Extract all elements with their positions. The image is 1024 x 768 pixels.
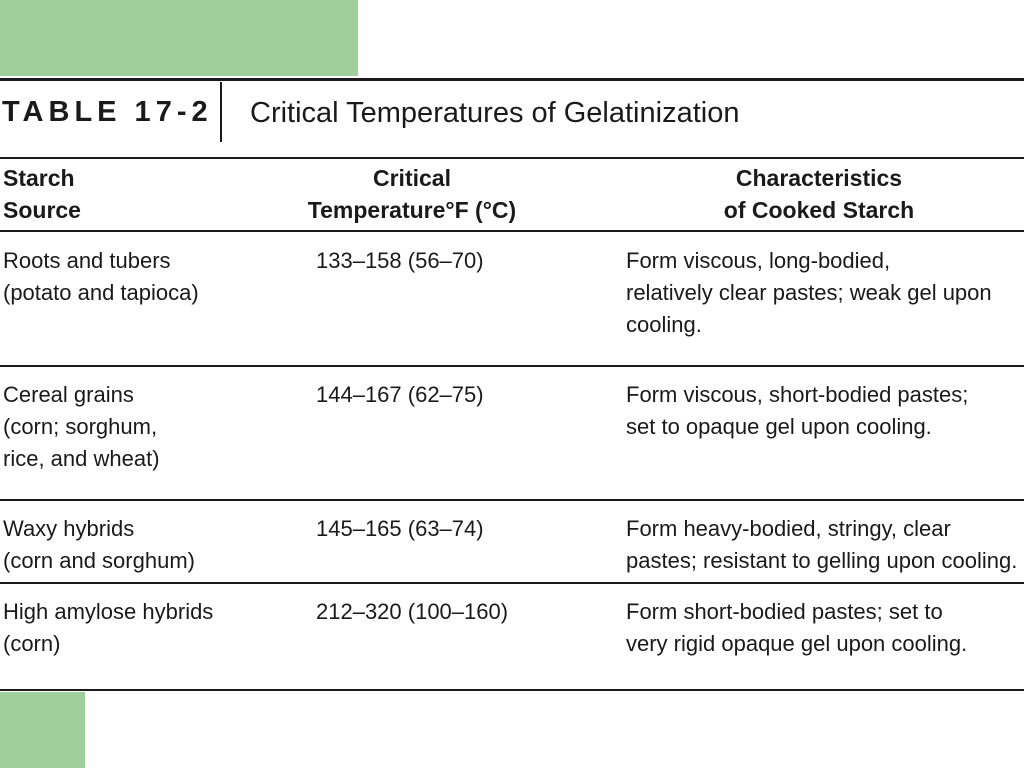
cell-line: pastes; resistant to gelling upon cooling. <box>626 548 1018 573</box>
column-header-line: Characteristics <box>735 165 903 191</box>
row-divider <box>0 499 1024 501</box>
cell-line: Form heavy-bodied, stringy, clear <box>626 516 951 541</box>
cell-line: rice, and wheat) <box>3 446 160 471</box>
table-row-temperature: 145–165 (63–74) <box>316 516 484 541</box>
table-row-temperature: 212–320 (100–160) <box>316 599 509 624</box>
cell-line: High amylose hybrids <box>3 599 214 624</box>
accent-block-top <box>0 0 358 76</box>
row-divider <box>0 365 1024 367</box>
table-row-source <box>3 379 160 475</box>
table-row-temperature: 133–158 (56–70) <box>316 248 484 273</box>
cell-line: Cereal grains <box>3 382 134 407</box>
title-divider <box>220 82 222 142</box>
column-header-line: Starch <box>3 165 75 191</box>
cell-line: Waxy hybrids <box>3 516 135 541</box>
header-bottom-rule <box>0 230 1024 232</box>
cell-line: Form viscous, long-bodied, <box>626 248 891 273</box>
column-header-line: of Cooked Starch <box>723 197 915 223</box>
accent-block-bottom <box>0 692 85 768</box>
table-row-source <box>3 596 213 660</box>
column-header-characteristics <box>714 162 924 226</box>
table-row-characteristics <box>626 245 992 341</box>
cell-line: (potato and tapioca) <box>3 280 199 305</box>
cell-line: Roots and tubers <box>3 248 171 273</box>
bottom-rule <box>0 689 1024 691</box>
table-label: TABLE 17-2 <box>2 96 213 128</box>
table-row-source <box>3 513 195 577</box>
header-top-rule <box>0 157 1024 159</box>
cell-line: (corn) <box>3 631 61 656</box>
column-header-line: Temperature°F (°C) <box>307 197 517 223</box>
column-header-source <box>3 162 81 226</box>
cell-line: relatively clear pastes; weak gel upon <box>626 280 992 305</box>
cell-line: set to opaque gel upon cooling. <box>626 414 932 439</box>
table-row-characteristics <box>626 596 967 660</box>
top-rule <box>0 78 1024 81</box>
cell-line: Form short-bodied pastes; set to <box>626 599 943 624</box>
cell-line: (corn; sorghum, <box>3 414 158 439</box>
column-header-line: Source <box>3 197 81 223</box>
table-row-source <box>3 245 199 309</box>
row-divider <box>0 582 1024 584</box>
column-header-temperature <box>296 162 528 226</box>
table-title: Critical Temperatures of Gelatinization <box>250 97 740 129</box>
table-row-temperature: 144–167 (62–75) <box>316 382 484 407</box>
column-header-line: Critical <box>373 165 451 191</box>
table-row-characteristics <box>626 379 968 443</box>
cell-line: Form viscous, short-bodied pastes; <box>626 382 969 407</box>
cell-line: cooling. <box>626 312 702 337</box>
cell-line: very rigid opaque gel upon cooling. <box>626 631 968 656</box>
cell-line: (corn and sorghum) <box>3 548 195 573</box>
table-row-characteristics <box>626 513 1017 577</box>
